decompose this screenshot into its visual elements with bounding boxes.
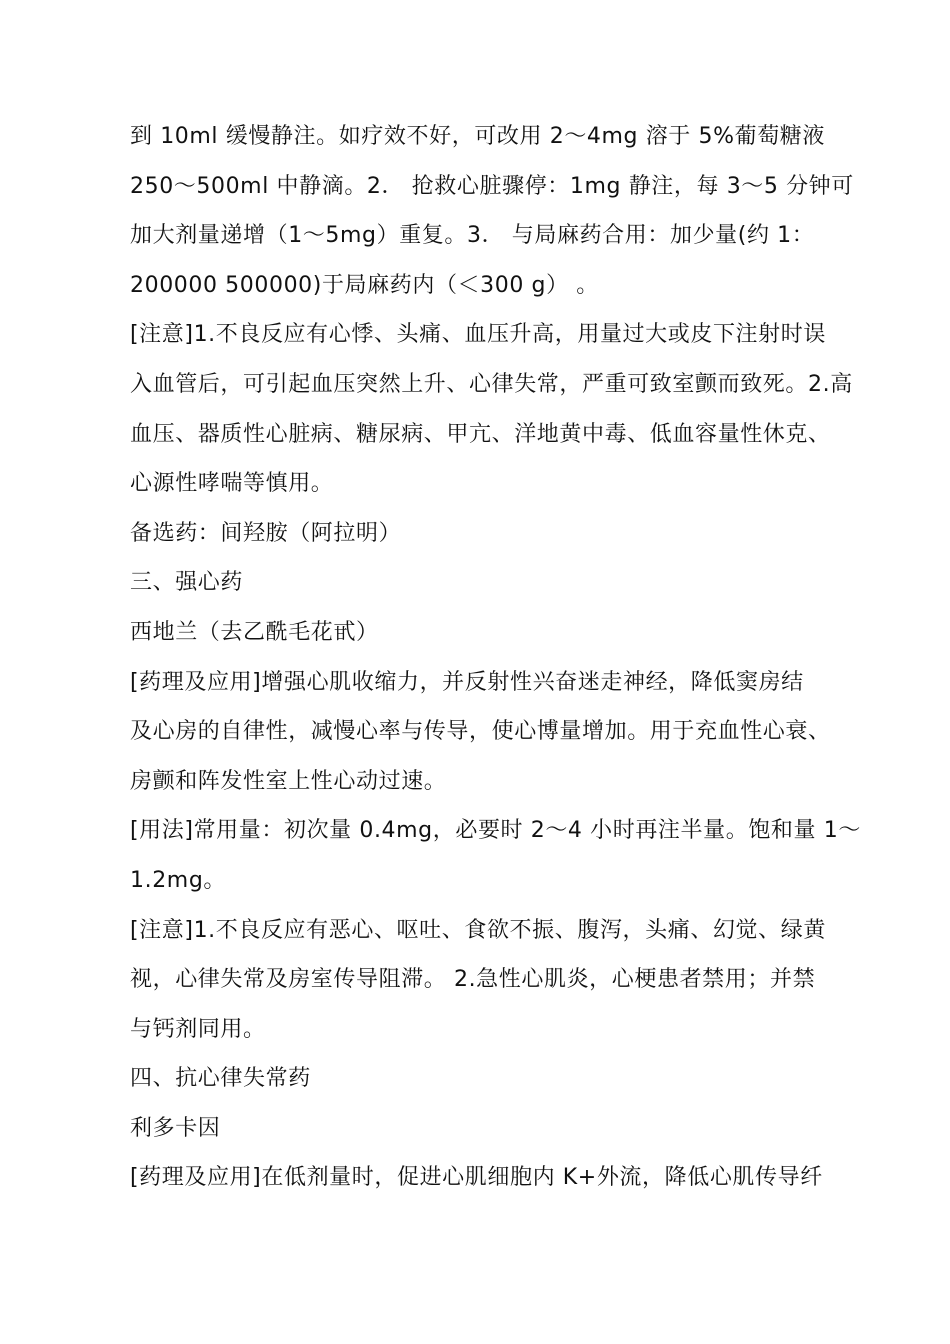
text-line: [药理及应用]在低剂量时，促进心肌细胞内 K+外流，降低心肌传导纤 — [130, 1165, 823, 1191]
text-line: 视，心律失常及房室传导阻滞。 2.急性心肌炎，心梗患者禁用；并禁 — [130, 967, 816, 993]
drug-name: 西地兰（去乙酰毛花甙） — [130, 619, 379, 645]
text-line: 200000 500000)于局麻药内（＜300 g） 。 — [130, 272, 599, 298]
document-page — [130, 112, 860, 1203]
text-line: 入血管后，可引起血压突然上升、心律失常，严重可致室颤而致死。2.高 — [130, 371, 853, 397]
text-line: 血压、器质性心脏病、糖尿病、甲亢、洋地黄中毒、低血容量性休克、 — [130, 421, 831, 447]
text-line: [注意]1.不良反应有心悸、头痛、血压升高，用量过大或皮下注射时误 — [130, 322, 826, 348]
text-line: 房颤和阵发性室上性心动过速。 — [130, 768, 447, 794]
text-line: [用法]常用量：初次量 0.4mg，必要时 2～4 小时再注半量。饱和量 1～ — [130, 818, 861, 844]
text-line: [药理及应用]增强心肌收缩力，并反射性兴奋迷走神经，降低窦房结 — [130, 669, 804, 695]
text-line: 加大剂量递增（1～5mg）重复。3． 与局麻药合用：加少量(约 1： — [130, 223, 815, 249]
drug-name: 利多卡因 — [130, 1115, 221, 1141]
text-line: 1.2mg。 — [130, 867, 226, 893]
text-line: 及心房的自律性，减慢心率与传导，使心博量增加。用于充血性心衰、 — [130, 719, 831, 745]
text-line: 心源性哮喘等慎用。 — [130, 471, 334, 497]
text-line: [注意]1.不良反应有恶心、呕吐、食欲不振、腹泻，头痛、幻觉、绿黄 — [130, 917, 826, 943]
text-line: 备选药：间羟胺（阿拉明） — [130, 520, 402, 546]
text-line: 到 10ml 缓慢静注。如疗效不好，可改用 2～4mg 溶于 5%葡萄糖液 — [130, 124, 825, 149]
section-heading: 四、抗心律失常药 — [130, 1066, 311, 1092]
text-line: 与钙剂同用。 — [130, 1016, 266, 1042]
section-heading: 三、强心药 — [130, 570, 244, 596]
text-line: 250～500ml 中静滴。2． 抢救心脏骤停：1mg 静注，每 3～5 分钟可 — [130, 173, 854, 199]
